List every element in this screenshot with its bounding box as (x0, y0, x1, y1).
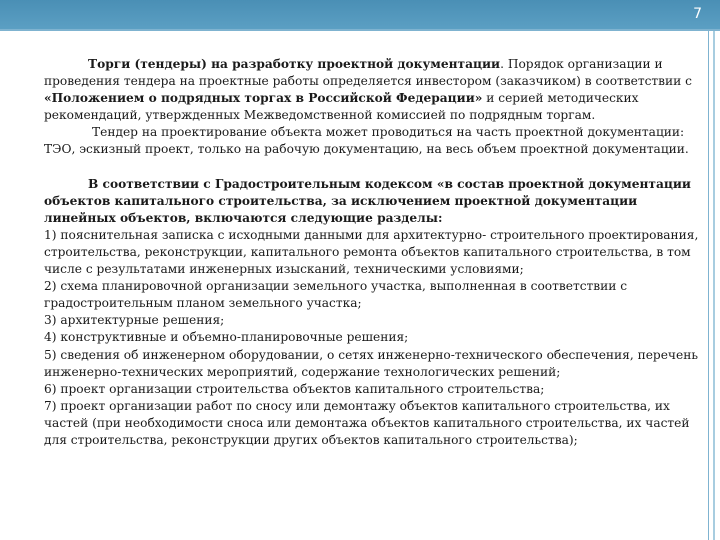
paragraph-tender-scope: Тендер на проектирование объекта может проводиться на часть проектной документации: ТЭО, эскизный проект, только на рабочую документацию, на весь объем проектной документации. (44, 125, 689, 157)
list-item: 2) схема планировочной организации земельного участка, выполненная в соответствии с градостроительным планом земельного участка; (44, 279, 628, 311)
tenders-heading: Торги (тендеры) на разработку проектной документации (88, 57, 501, 71)
page-number: 7 (693, 6, 702, 22)
paragraph-code-sections (44, 176, 704, 227)
tenders-text-2: и серией методических рекомендаций, утвержденных Межведомственной комиссией по подрядным торгам. (44, 91, 639, 123)
list-item: 1) пояснительная записка с исходными данными для архитектурно- строительного проектирования, строительства, реконструкции, капитального ремонта объектов капитального строительства, в том числе с результатами инженерных изысканий, техническими условиями; (44, 227, 699, 277)
header-accent-line (0, 29, 720, 31)
list-item: 7) проект организации работ по сносу или демонтажу объектов капитального строительства, их частей (при необходимости сноса или демонтажа объектов капитального строительства, их частей для строительства, реконструкции других объектов капитального строительства); (44, 398, 690, 447)
paragraph-tenders (44, 56, 704, 124)
paragraph-gap (44, 159, 704, 176)
right-border-line (708, 31, 709, 540)
header-bar (0, 0, 720, 29)
document-body (44, 56, 704, 449)
code-sections-intro: В соответствии с Градостроительным кодексом «в состав проектной документации объектов капитального строительства, за исключением проектной документации линейных объектов, включаются следующие разделы: (44, 176, 691, 225)
list-item: 4) конструктивные и объемно-планировочные решения; (44, 330, 409, 345)
regulation-title: «Положением о подрядных торгах в Российской Федерации» (44, 91, 483, 106)
list-item: 3) архитектурные решения; (44, 313, 225, 328)
list-item: 6) проект организации строительства объектов капитального строительства; (44, 381, 545, 396)
list-item: 5) сведения об инженерном оборудовании, о сетях инженерно-технического обеспечения, перечень инженерно-технических мероприятий, содержание технологических решений; (44, 347, 698, 379)
right-border-line-inner (713, 31, 715, 540)
tenders-text-1: . Порядок организации и проведения тендера на проектные работы определяется инвестором (заказчиком) в соответствии с (44, 57, 692, 89)
